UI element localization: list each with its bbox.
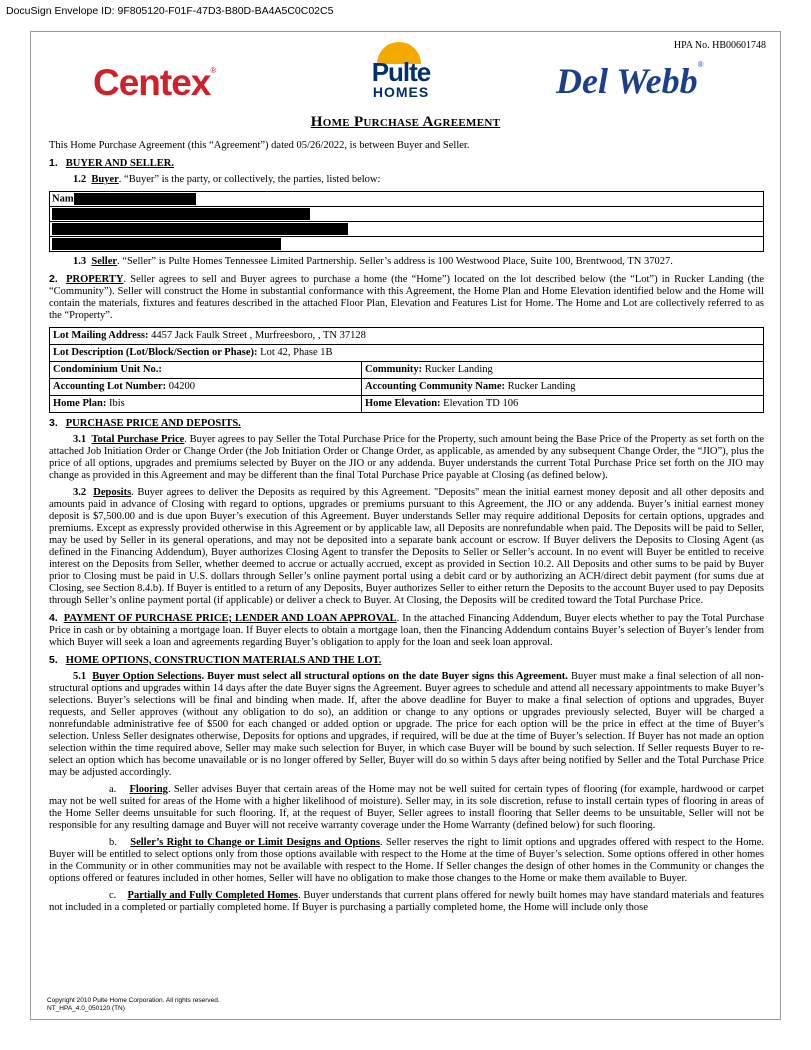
field-label: Condominium Unit No.: <box>53 364 162 375</box>
condo-unit-cell <box>50 362 362 379</box>
lot-info-table <box>49 327 764 413</box>
clause-text: . Seller reserves the right to limit options and upgrades offered with respect to the Home. Buyer will be entitled to select options only from those options available with respect to the Home at the time of Buyer’s selection. Some options offered in other homes in the Community or in other communities may not be available with respect to the Home. If Seller changes the design of other homes in the Community or changes the options offered or features included in other homes, Seller will have no obligation to make those changes to the Home or make them available to Buyer. <box>49 837 765 884</box>
clause-heading: Seller’s Right to Change or Limit Designs and Options <box>130 837 380 848</box>
pulte-logo-text: Pulte <box>371 57 431 87</box>
buyer-row <box>50 192 764 207</box>
pulte-logo-subtext: HOMES <box>372 84 430 100</box>
clause-label: 1.3 <box>73 256 87 267</box>
field-value: Elevation TD 106 <box>443 398 519 409</box>
clause-heading: Buyer Option Selections <box>92 671 202 682</box>
redaction-bar <box>74 193 196 205</box>
hpa-number: HPA No. HB00601748 <box>673 40 766 51</box>
field-value: Rucker Landing <box>424 364 493 375</box>
clause-text: . Seller advises Buyer that certain areas of the Home may not be well suited for certain types of flooring (for example, hardwood or carpet may not be well suited for areas of the Home with a higher likelihood of moisture). Seller may, in its sole discretion, refuse to install certain types of flooring in areas of the Home Seller deems unsuitable for such flooring. If, at the request of Buyer, Seller agrees to install flooring that Seller deems to be unsuitable, Seller will not be responsible for any resulting damage and Buyer will not receive warranty coverage under the Home Warranty (defined below) for such flooring. <box>49 784 764 831</box>
clause-heading: Buyer <box>91 174 119 185</box>
pulte-homes-logo <box>361 42 441 102</box>
redaction-bar <box>52 208 310 220</box>
clause-heading: Total Purchase Price <box>91 434 185 445</box>
section-3-1 <box>49 434 764 482</box>
buyer-cell <box>50 222 764 237</box>
field-label: Accounting Lot Number: <box>53 381 167 392</box>
field-value: 4457 Jack Faulk Street , Murfreesboro, , TN 37128 <box>151 330 366 341</box>
section-heading: PROPERTY <box>66 274 124 285</box>
registered-mark: ® <box>210 66 216 75</box>
lot-mailing-address-cell <box>50 328 764 345</box>
clause-heading: Deposits <box>93 487 132 498</box>
buyer-table <box>49 191 764 252</box>
field-value: Rucker Landing <box>507 381 576 392</box>
field-label: Home Plan: <box>53 398 107 409</box>
page-footer <box>47 997 220 1013</box>
clause-label: 3.1 <box>73 434 87 445</box>
clause-heading: Flooring <box>129 784 168 795</box>
lot-row <box>50 345 764 362</box>
clause-text: . Buyer understands that current plans offered for newly built homes may have standard materials and features not included in a completed or partially completed home. If Buyer is purchasing a partially completed home, the Home will include only those <box>49 890 764 913</box>
clause-label: b. <box>109 837 117 848</box>
field-value: Ibis <box>109 398 125 409</box>
section-1-2 <box>49 174 764 186</box>
document-page <box>30 31 781 1020</box>
field-label: Lot Description (Lot/Block/Section or Phase): <box>53 347 258 358</box>
redaction-bar <box>52 223 348 235</box>
field-value: 04200 <box>168 381 196 392</box>
lot-row <box>50 379 764 396</box>
section-5-heading <box>49 654 764 667</box>
accounting-community-cell <box>362 379 764 396</box>
lot-row <box>50 328 764 345</box>
agreement-body <box>49 140 764 919</box>
del-webb-logo-text: Del Webb <box>556 61 698 101</box>
buyer-cell <box>50 207 764 222</box>
copyright-notice: Copyright 2010 Pulte Home Corporation. All rights reserved. <box>47 997 220 1004</box>
clause-text: Buyer must make a final selection of all non-structural options and upgrades within 14 days after the date Buyer signs the Agreement. Buyer agrees to schedule and attend all necessary appointments to make Buyer’s selections. Buyer’s selections will be final and binding when made. If, after the above deadline for Buyer to make a final selection of options and upgrades, Buyer requests, and Seller approves (without any obligation to do so), an addition or change to any options or upgrades previously selected, Buyer will be charged a nonrefundable administrative fee of $500 for each changed or added option or upgrade. The price for each option will be the price in effect at the time of Buyer’s selection. Unless Seller designates otherwise, Deposits for options and upgrades, if required, will be due at the time of Buyer’s selection. If Buyer has not made an option selection within the time required above, Seller may make such selection for Buyer, in which case Buyer will be bound by such selection. If Seller requests Buyer to re-select an option which has become unavailable or is no longer offered by Seller, Buyer will do so within 5 days after being notified by Seller and the Total Purchase Price may be adjusted accordingly. <box>49 671 764 778</box>
section-text: . In the attached Financing Addendum, Buyer elects whether to pay the Total Purchase Price in cash or by obtaining a mortgage loan. If Buyer elects to obtain a mortgage loan, then the Financing Addendum contains Buyer’s selection of Buyer’s lender from which Buyer will seek a loan and agreements regarding Buyer’s obligation to apply for the loan and seek loan approval. <box>49 613 764 648</box>
docusign-envelope-id: DocuSign Envelope ID: 9F805120-F01F-47D3-B80D-BA4A5C0C02C5 <box>6 5 334 17</box>
centex-logo-text: Centex <box>93 62 211 103</box>
accounting-lot-cell <box>50 379 362 396</box>
clause-text: . “Buyer” is the party, or collectively, the parties, listed below: <box>118 174 381 185</box>
buyer-row <box>50 207 764 222</box>
section-title: BUYER AND SELLER. <box>65 158 175 169</box>
section-number: 3. <box>49 417 58 429</box>
clause-text: . Buyer agrees to pay Seller the Total Purchase Price for the Property, such amount being the Base Price of the Property as set forth on the attached Job Initiation Order or Change Order (the Job Initiation Order or Change Order, as applicable, as amended by any subsequent Change Order, the “JIO”), plus the price of all options, upgrades and premiums selected by Buyer on the JIO or any addenda. Buyer understands the current Total Purchase Price set forth on the JIO may change as provided in this Agreement and may be different than the final Total Purchase Price payable at Closing (as defined below). <box>49 434 765 481</box>
section-heading: PAYMENT OF PURCHASE PRICE; LENDER AND LOAN APPROVAL <box>63 613 397 624</box>
clause-label: 3.2 <box>73 487 87 498</box>
clause-label: c. <box>109 890 117 901</box>
form-number: NT_HPA_4.0_050120 (TN) <box>47 1005 125 1012</box>
section-1-3 <box>49 256 764 268</box>
section-text: . Seller agrees to sell and Buyer agrees to purchase a home (the “Home”) located on the lot described below (the “Lot”) in Rucker Landing (the “Community”). Seller will construct the Home in substantial conformance with this Agreement, the Home Plan and Home Elevation identified below and the Home will contain the materials, fixtures and features described in the attached Floor Plan, Elevation and Features List for Home. The Home and Lot are collectively referred to as the “Property”. <box>49 274 765 321</box>
section-number: 5. <box>49 654 58 666</box>
lot-row <box>50 362 764 379</box>
clause-label: 5.1 <box>73 671 87 682</box>
field-label: Accounting Community Name: <box>365 381 505 392</box>
section-3-heading <box>49 417 764 430</box>
section-1-heading <box>49 157 764 170</box>
buyer-row <box>50 237 764 252</box>
clause-text: . “Seller” is Pulte Homes Tennessee Limited Partnership. Seller’s address is 100 Westwood Place, Suite 100, Brentwood, TN 37027. <box>117 256 673 267</box>
section-title: HOME OPTIONS, CONSTRUCTION MATERIALS AND THE LOT. <box>65 655 382 666</box>
section-3-2 <box>49 487 764 607</box>
field-value: Lot 42, Phase 1B <box>260 347 333 358</box>
intro-paragraph: This Home Purchase Agreement (this “Agreement”) dated 05/26/2022, is between Buyer and Seller. <box>49 140 470 151</box>
home-plan-cell <box>50 396 362 413</box>
section-4 <box>49 612 764 649</box>
section-number: 4. <box>49 612 58 624</box>
buyer-name-label: Nam <box>52 193 74 205</box>
clause-heading: Partially and Fully Completed Homes <box>127 890 298 901</box>
del-webb-logo <box>556 60 704 102</box>
section-number: 1. <box>49 157 58 169</box>
home-elevation-cell <box>362 396 764 413</box>
clause-label: a. <box>109 784 117 795</box>
section-5-1-c <box>49 890 764 914</box>
clause-label: 1.2 <box>73 174 87 185</box>
buyer-row <box>50 222 764 237</box>
buyer-cell <box>50 237 764 252</box>
registered-mark: ® <box>697 60 704 69</box>
community-cell <box>362 362 764 379</box>
document-title: Home Purchase Agreement <box>310 114 501 130</box>
centex-logo <box>93 62 215 104</box>
section-title: PURCHASE PRICE AND DEPOSITS. <box>65 418 241 429</box>
lot-description-cell <box>50 345 764 362</box>
section-5-1 <box>49 671 764 779</box>
field-label: Lot Mailing Address: <box>53 330 149 341</box>
redaction-bar <box>52 238 281 250</box>
field-label: Home Elevation: <box>365 398 441 409</box>
section-2 <box>49 273 764 322</box>
section-5-1-b <box>49 837 764 885</box>
clause-bold-text: . Buyer must select all structural options on the date Buyer signs this Agreement. <box>201 671 568 682</box>
field-label: Community: <box>365 364 423 375</box>
buyer-cell <box>50 192 764 207</box>
clause-text: . Buyer agrees to deliver the Deposits as required by this Agreement. "Deposits" mean the initial earnest money deposit and all other deposits and amounts paid in advance of Closing with regard to options, upgrades or premiums pursuant to this Agreement, the JIO or any addenda. Buyer’s initial earnest money deposit is $7,500.00 and is due upon Buyer’s execution of this Agreement. Buyer understands Seller may require additional Deposits for certain options, upgrades and premiums. Except as expressly provided otherwise in this Agreement or by applicable law, all Deposits are nonrefundable when paid. The Deposits will be paid to Seller, may be used by Seller in its general operations, and may not be deposited into a separate bank account or escrow. If Buyer delivers the Deposits to Closing Agent (as defined in the Financing Addendum), Buyer authorizes Closing Agent to transfer the Deposits to Seller or Seller’s account. In no event will Buyer be entitled to receive interest on the Deposits from Seller, whether deemed to accrue or actually accrued, except as provided in Section 10.2. All Deposits and other sums to be paid by Buyer prior to Closing must be paid in U.S. dollars through Seller’s online payment portal using a debit card or by authorizing an ACH/direct debit payment (for sums due at Closing, see Section 8.4.b). If Buyer is entitled to a return of any Deposits, Buyer authorizes Seller to either return the Deposits to the account Buyer used to pay Deposits through Seller’s online payment portal (if applicable) or deliver a check to Buyer. At Closing, the Deposits will be credited toward the Total Purchase Price. <box>49 487 764 606</box>
section-number: 2. <box>49 273 58 285</box>
lot-row <box>50 396 764 413</box>
section-5-1-a <box>49 784 764 832</box>
clause-heading: Seller <box>91 256 118 267</box>
